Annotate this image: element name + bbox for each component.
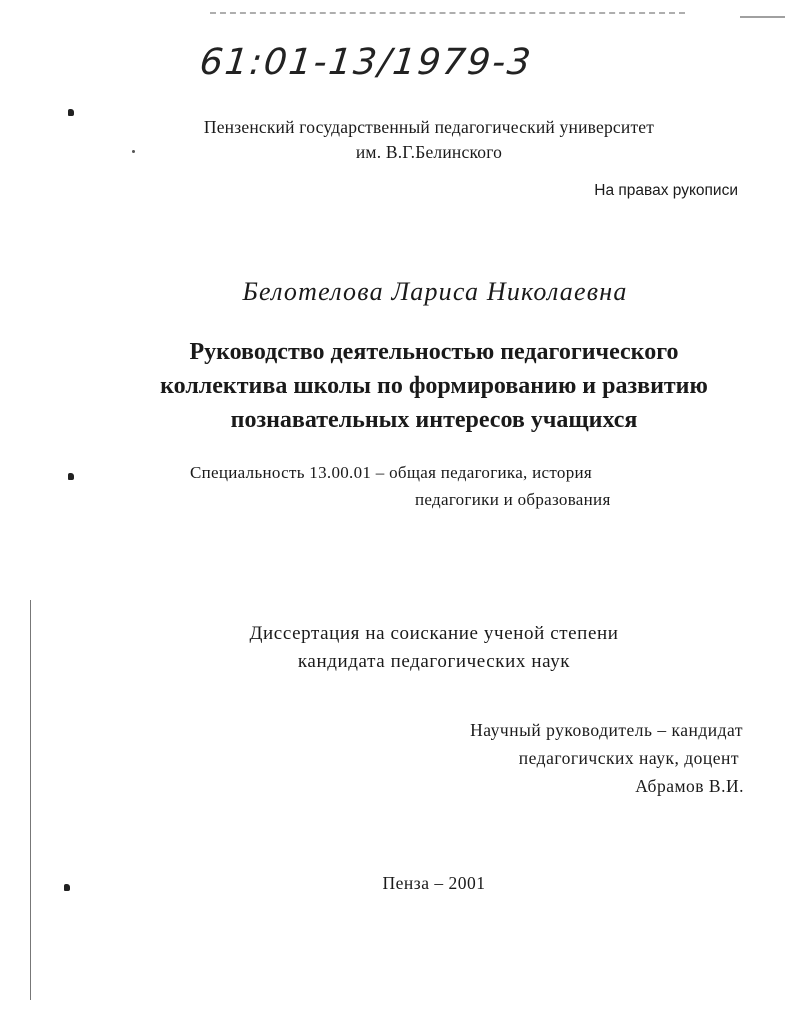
title-line-2: коллектива школы по формированию и развитию (160, 373, 708, 399)
dissertation-line-2: кандидата педагогических наук (297, 651, 571, 672)
advisor-line-2: педагогичских наук, доцент (518, 748, 739, 768)
university-name (0, 115, 798, 165)
title-line-1: Руководство деятельностью педагогического (189, 339, 679, 365)
scan-artifact-line (740, 16, 785, 18)
university-line-1: Пензенский государственный педагогический университет (203, 117, 655, 137)
advisor-line-3: Абрамов В.И. (635, 776, 744, 796)
advisor-line-1: Научный руководитель – кандидат (470, 720, 743, 740)
punch-hole-mark (68, 473, 74, 480)
title-line-3: познавательных интересов учащихся (230, 407, 638, 433)
author-name: Белотелова Лариса Николаевна (242, 277, 628, 306)
dissertation-degree (0, 620, 798, 676)
scientific-advisor (470, 716, 743, 800)
place-and-year: Пенза – 2001 (382, 873, 486, 893)
specialty-line-1: Специальность 13.00.01 – общая педагогика, история (190, 463, 593, 482)
dissertation-line-1: Диссертация на соискание ученой степени (249, 623, 619, 644)
specialty-line-2: педагогики и образования (415, 490, 611, 509)
handwritten-registration-number: 61:01-13/1979-3 (197, 42, 535, 83)
university-line-2: им. В.Г.Белинского (355, 142, 503, 162)
dissertation-title (0, 335, 798, 437)
rights-note: На правах рукописи (594, 182, 738, 199)
scan-artifact-line (210, 12, 685, 14)
